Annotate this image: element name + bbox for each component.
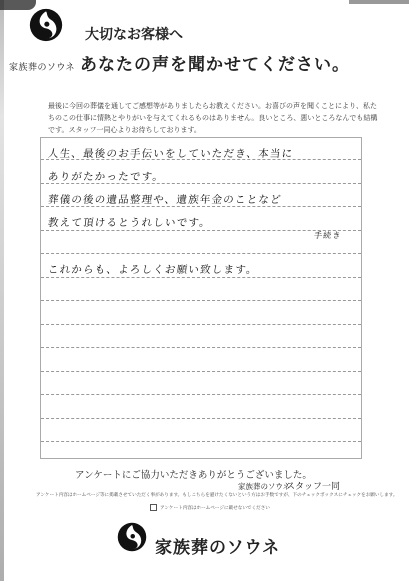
signature-staff: スタッフ一同 (286, 482, 341, 492)
consent-checkbox[interactable] (150, 504, 157, 511)
handwritten-insertion: 手続き (313, 231, 343, 240)
brand-name-large: 家族葬のソウネ (155, 538, 281, 558)
ruled-line (41, 324, 361, 325)
scan-edge (0, 0, 4, 581)
ruled-line (41, 418, 361, 419)
brand-name: 家族葬のソウネ (9, 63, 76, 73)
consent-option[interactable] (150, 504, 270, 511)
publication-note: アンケート内容はホームページ等に掲載させていただく事があります。もしこちらを避けたくないという方はお手数ですが、下のチェックボックスにチェックをお願いします。 (36, 493, 398, 498)
ruled-line (41, 253, 361, 254)
ruled-line (41, 394, 361, 395)
salutation: 大切なお客様へ (85, 27, 183, 43)
sowne-logo-icon (29, 8, 63, 42)
intro-text: 最後に今回の葬儀を通してご感想等がありましたらお教えください。お喜びの声を聞くことにより、私たちのこの仕事に情熱とやりがいを与えてくれるものはありません。良いところ、悪いところなんでも結構です。スタッフ一同心よりお待ちしております。 (48, 102, 378, 134)
comment-box (40, 137, 362, 459)
handwritten-line: ありがたかったです。 (47, 171, 165, 183)
ruled-line (41, 371, 361, 372)
handwritten-line: 人生、最後のお手伝いをしていただき、本当に (47, 148, 294, 160)
consent-label: アンケート内容はホームページに載せないでください (160, 505, 270, 511)
sowne-logo-icon (117, 522, 147, 552)
handwritten-line: 葬儀の後の遺品整理や、遺族年金のことなど (47, 194, 283, 206)
signature-brand: 家族葬のソウネ (238, 482, 291, 491)
handwritten-line: これからも、よろしくお願い致します。 (47, 264, 259, 276)
scan-corner (349, 0, 409, 12)
ruled-line (41, 300, 361, 301)
thanks-message: アンケートにご協力いただきありがとうございました。 (75, 470, 312, 481)
ruled-line (41, 441, 361, 442)
handwritten-line: 教えて頂けるとうれしいです。 (47, 217, 212, 229)
page-title: あなたの声を聞かせてください。 (80, 55, 350, 75)
ruled-line (41, 347, 361, 348)
